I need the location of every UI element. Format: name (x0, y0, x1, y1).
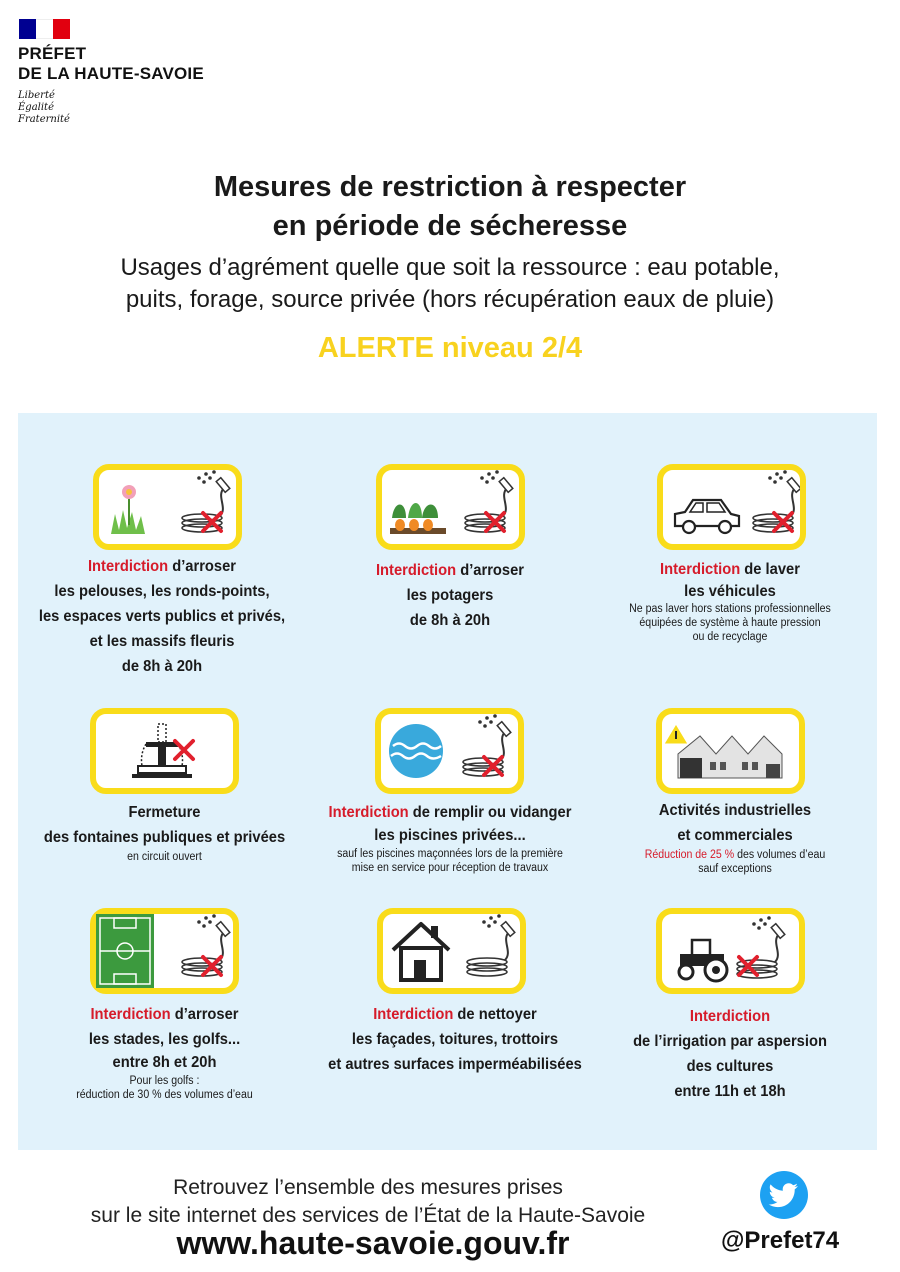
measure-industry-reduction: Réduction de 25 % (644, 849, 735, 861)
measure-vehicles-note: Ne pas laver hors stations professionnelles (629, 603, 831, 615)
measure-irrigation-hours: entre 11h et 18h (674, 1083, 786, 1100)
measure-gardens-hours: de 8h à 20h (409, 612, 491, 629)
footer-text (0, 1174, 736, 1230)
measure-facades-action: de nettoyer (453, 1006, 537, 1023)
measure-vehicles-action: de laver (740, 561, 800, 578)
prefecture-name (18, 44, 204, 84)
measure-lawns (33, 554, 291, 679)
measure-fountains-keyword: Fermeture (128, 804, 201, 821)
measure-lawns-line: les pelouses, les ronds-points, (54, 583, 270, 600)
measure-facades-keyword: Interdiction (373, 1006, 454, 1023)
measure-industry-line: et commerciales (677, 827, 793, 844)
measure-stadiums (33, 1002, 295, 1102)
measure-vehicles-note: ou de recyclage (692, 631, 768, 643)
measure-stadiums-keyword: Interdiction (90, 1006, 171, 1023)
house-hose-icon (383, 914, 520, 988)
measure-pools (317, 800, 584, 875)
fountain-icon (96, 714, 233, 788)
pool-icon-box (375, 708, 524, 794)
subtitle-line-1: Usages d’agrément quelle que soit la ressource : eau potable, (120, 254, 780, 281)
measure-lawns-action: d’arroser (168, 558, 237, 575)
measure-irrigation-keyword: Interdiction (689, 1008, 771, 1025)
measure-pools-action: de remplir ou vidanger (408, 804, 572, 821)
org-line-2: DE LA HAUTE-SAVOIE (18, 64, 204, 83)
factory-icon (662, 714, 799, 788)
measure-stadiums-note: Pour les golfs : (129, 1075, 200, 1087)
measure-stadiums-action: d’arroser (170, 1006, 239, 1023)
motto-fraternite: Fraternité (18, 114, 70, 125)
french-flag-logo (19, 19, 70, 39)
republic-motto (18, 90, 70, 126)
measure-industry-line: Activités industrielles (658, 802, 812, 819)
measure-industry-note: sauf exceptions (698, 863, 772, 875)
measure-vehicles (610, 557, 849, 644)
motto-egalite: Égalité (18, 102, 54, 113)
stadium-hose-icon (96, 914, 233, 988)
irrigation-icon-box (656, 908, 805, 994)
measure-facades-line: les façades, toitures, trottoirs (351, 1031, 559, 1048)
motto-liberte: Liberté (18, 90, 55, 101)
measure-irrigation (610, 1004, 849, 1104)
measure-stadiums-note: réduction de 30 % des volumes d’eau (76, 1089, 253, 1101)
measure-irrigation-line: de l’irrigation par aspersion (633, 1033, 827, 1050)
lawn-watering-icon-box (93, 464, 242, 550)
measure-fountains (33, 800, 295, 864)
measure-lawns-line: les espaces verts publics et privés, (38, 608, 286, 625)
pool-hose-icon (381, 714, 518, 788)
stadium-icon-box (90, 908, 239, 994)
title-line-1: Mesures de restriction à respecter (213, 171, 687, 203)
alert-level: ALERTE niveau 2/4 (317, 332, 583, 364)
measure-gardens-keyword: Interdiction (375, 562, 457, 579)
car-wash-icon-box (657, 464, 806, 550)
measure-fountains-line: des fontaines publiques et privées (43, 829, 286, 846)
measure-facades-line: et autres surfaces imperméabilisées (328, 1056, 582, 1073)
car-hose-icon (663, 470, 800, 544)
flower-lawn-hose-icon (99, 470, 236, 544)
title-line-2: en période de sécheresse (272, 210, 628, 242)
measure-pools-keyword: Interdiction (328, 804, 409, 821)
facade-icon-box (377, 908, 526, 994)
measure-industry-note: des volumes d’eau (734, 849, 826, 861)
footer-line-2: sur le site internet des services de l’État de la Haute-Savoie (90, 1204, 646, 1227)
measure-vegetable-gardens (330, 558, 569, 633)
measure-vehicles-keyword: Interdiction (660, 561, 741, 578)
website-link[interactable]: www.haute-savoie.gouv.fr (176, 1225, 570, 1261)
garden-watering-icon-box (376, 464, 525, 550)
measure-pools-line: les piscines privées... (374, 827, 526, 844)
subtitle-line-2: puits, forage, source privée (hors récupération eaux de pluie) (125, 286, 775, 313)
page-subtitle (0, 252, 900, 316)
measure-vehicles-line: les véhicules (684, 583, 776, 600)
industry-icon-box (656, 708, 805, 794)
measure-gardens-line: les potagers (406, 587, 494, 604)
vegetable-garden-hose-icon (382, 470, 519, 544)
measure-gardens-action: d’arroser (456, 562, 525, 579)
page-title (0, 168, 900, 246)
measure-lawns-keyword: Interdiction (87, 558, 169, 575)
measure-facades (312, 1002, 597, 1077)
twitter-handle[interactable]: @Prefet74 (721, 1227, 840, 1254)
tractor-sprinkler-icon (662, 914, 799, 988)
measure-stadiums-line: les stades, les golfs... (88, 1031, 241, 1048)
measure-lawns-line: et les massifs fleuris (89, 633, 235, 650)
fountain-icon-box (90, 708, 239, 794)
measure-stadiums-hours: entre 8h et 20h (112, 1054, 217, 1071)
measure-pools-note: mise en service pour réception de travaux (351, 862, 549, 874)
measure-pools-note: sauf les piscines maçonnées lors de la première (337, 848, 563, 860)
measure-fountains-note: en circuit ouvert (127, 851, 202, 863)
measure-vehicles-note: équipées de système à haute pression (639, 617, 821, 629)
measure-industry (611, 798, 859, 876)
measure-lawns-hours: de 8h à 20h (121, 658, 203, 675)
measure-irrigation-line: des cultures (686, 1058, 774, 1075)
footer-line-1: Retrouvez l’ensemble des mesures prises (173, 1176, 563, 1199)
org-line-1: PRÉFET (18, 44, 87, 63)
twitter-bird-icon[interactable] (760, 1171, 808, 1219)
